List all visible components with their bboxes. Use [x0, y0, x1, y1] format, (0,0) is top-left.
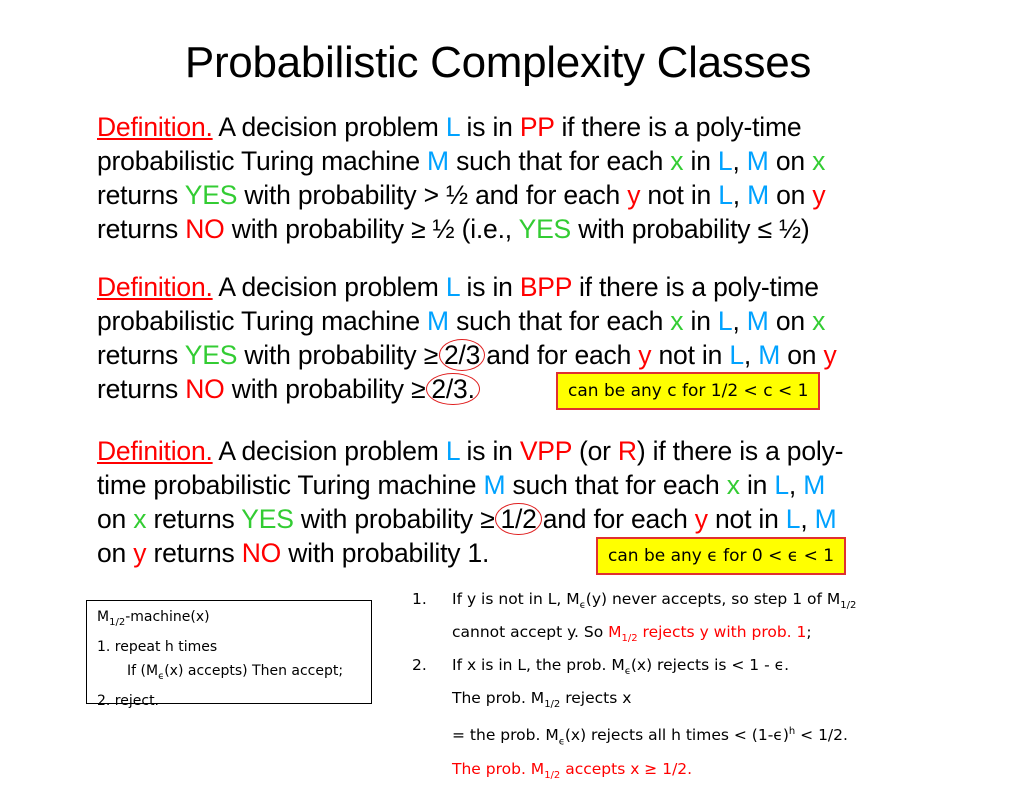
proof-item-2: 2. If x is in L, the prob. $M_\epsilon(x)$ rejects is < 1 - ϵ.: [412, 656, 790, 678]
definition-text: NO: [241, 538, 282, 568]
definition-text: with probability ≥: [237, 340, 438, 370]
definition-text: y: [823, 340, 837, 370]
definition-text: on: [768, 306, 813, 336]
definition-text: with probability ≤ ½): [571, 214, 810, 244]
definition-text: returns: [146, 504, 242, 534]
definition-text: is in: [459, 436, 520, 466]
definition-text: YES: [518, 214, 572, 244]
definition-label: Definition.: [97, 272, 213, 302]
definition-text: L: [717, 306, 733, 336]
definition-text: in: [683, 306, 718, 336]
machine-name: $M_{1/2}-machine(x)$: [97, 609, 210, 628]
definition-text: M: [803, 470, 826, 500]
definition-text: M: [814, 504, 837, 534]
definition-text: L: [718, 180, 733, 210]
definition-line: [97, 212, 977, 246]
definition-line: [97, 468, 977, 502]
definition-text: such that for each: [505, 470, 727, 500]
definition-text: YES: [241, 504, 294, 534]
definition-text: with probability 1.: [281, 538, 490, 568]
definition-text: A decision problem: [218, 112, 446, 142]
definition-text: NO: [185, 374, 225, 404]
proof-line-4: = the prob. $M_\epsilon(x)$ rejects all h times < $(1-\epsilon)^h < 1/2$.: [452, 726, 848, 748]
definition-text: M: [427, 146, 449, 176]
bpp-definition: [97, 270, 977, 406]
definition-line: [97, 110, 977, 144]
definition-text: on: [780, 340, 824, 370]
definition-line: [97, 178, 977, 212]
definition-text: L: [445, 112, 460, 142]
definition-text: ,: [732, 146, 747, 176]
definition-text: ,: [800, 504, 815, 534]
definition-text: and for each: [486, 340, 639, 370]
definition-text: BPP: [519, 272, 572, 302]
bpp-note: can be any c for 1/2 < c < 1: [556, 372, 820, 410]
definition-text: with probability ≥: [293, 504, 495, 534]
definition-text: M: [758, 340, 781, 370]
definition-text: not in: [651, 340, 730, 370]
definition-text: y: [638, 340, 652, 370]
definition-text: x: [133, 504, 147, 534]
definition-text: VPP: [519, 436, 572, 466]
definition-text: A decision problem: [218, 436, 446, 466]
definition-text: not in: [707, 504, 786, 534]
definition-text: in: [739, 470, 775, 500]
definition-text: L: [774, 470, 789, 500]
definition-text: 1/2: [495, 503, 541, 535]
machine-step-1: 1. repeat h times: [97, 638, 218, 655]
definition-text: M: [746, 306, 769, 336]
definition-text: L: [717, 146, 733, 176]
definition-text: returns: [97, 214, 186, 244]
definition-text: M: [746, 146, 769, 176]
definition-text: with probability ≥: [224, 374, 426, 404]
definition-text: 2/3: [439, 339, 485, 371]
definition-text: and for each: [542, 504, 695, 534]
pp-definition: [97, 110, 977, 246]
definition-text: y: [133, 538, 147, 568]
definition-text: on: [97, 538, 134, 568]
definition-text: x: [812, 306, 826, 336]
definition-text: returns: [97, 180, 185, 210]
definition-text: L: [785, 504, 801, 534]
definition-text: not in: [640, 180, 719, 210]
definition-text: A decision problem: [218, 272, 446, 302]
definition-text: time probabilistic Turing machine: [97, 470, 484, 500]
slide-title: Probabilistic Complexity Classes: [184, 38, 812, 87]
definition-text: if there is a poly-time: [571, 272, 819, 302]
definition-text: YES: [184, 180, 238, 210]
definition-label: Definition.: [97, 436, 213, 466]
proof-line-5: The prob. $M_{1/2}$ accepts x ≥ 1/2.: [452, 759, 693, 781]
definition-text: x: [670, 306, 684, 336]
definition-line: [97, 372, 977, 406]
definition-text: probabilistic Turing machine: [97, 146, 428, 176]
definition-text: y: [627, 180, 641, 210]
definition-text: NO: [185, 214, 225, 244]
definition-text: returns: [97, 340, 185, 370]
definition-text: YES: [184, 340, 238, 370]
definition-text: on: [768, 180, 813, 210]
definition-text: M: [747, 180, 769, 210]
machine-step-2: 2. reject.: [97, 692, 160, 709]
definition-text: ,: [732, 306, 747, 336]
definition-text: 2/3.: [426, 373, 479, 405]
definition-text: L: [729, 340, 744, 370]
definition-text: R: [617, 436, 637, 466]
definition-text: PP: [519, 112, 555, 142]
machine-box: [86, 600, 372, 709]
definition-text: returns: [146, 538, 242, 568]
definition-text: with probability > ½ and for each: [237, 180, 628, 210]
proof-line-3: The prob. $M_{1/2}$ rejects x: [452, 689, 632, 711]
definition-text: y: [694, 504, 708, 534]
definition-text: y: [812, 180, 826, 210]
definition-line: [97, 502, 977, 536]
vpp-note: can be any ϵ for 0 < ϵ < 1: [596, 537, 846, 575]
definition-text: M: [427, 306, 449, 336]
definition-line: [97, 270, 977, 304]
definition-text: L: [445, 272, 460, 302]
definition-text: ,: [788, 470, 804, 500]
definition-text: with probability ≥ ½ (i.e.,: [224, 214, 519, 244]
definition-text: is in: [459, 112, 520, 142]
definition-text: ) if there is a poly-: [636, 436, 844, 466]
definition-text: x: [726, 470, 740, 500]
definition-text: if there is a poly-time: [554, 112, 802, 142]
machine-inner-step: If ($M_\epsilon(x)$ accepts) Then accept;: [127, 662, 344, 682]
definition-text: returns: [97, 374, 186, 404]
definition-text: (or: [571, 436, 618, 466]
definition-text: on: [97, 504, 134, 534]
definition-text: such that for each: [448, 306, 671, 336]
definition-text: ,: [732, 180, 748, 210]
definition-label: Definition.: [97, 112, 213, 142]
definition-text: x: [670, 146, 684, 176]
definition-text: is in: [459, 272, 520, 302]
definition-text: probabilistic Turing machine: [97, 306, 428, 336]
definition-text: x: [812, 146, 826, 176]
definition-line: [97, 304, 977, 338]
definition-text: on: [768, 146, 813, 176]
definition-text: in: [683, 146, 718, 176]
definition-line: [97, 144, 977, 178]
definition-text: L: [445, 436, 460, 466]
proof-list: [412, 586, 972, 789]
definition-text: such that for each: [448, 146, 671, 176]
definition-line: [97, 434, 977, 468]
definition-text: M: [483, 470, 506, 500]
proof-item-1: 1. If y is not in L, $M_\epsilon(y)$ never accepts, so step 1 of $M_{1/2}$ cannot accept y. So $M_{1/2}$ rejects y with prob. 1;: [412, 590, 857, 645]
definition-text: ,: [743, 340, 759, 370]
definition-line: [97, 338, 977, 372]
